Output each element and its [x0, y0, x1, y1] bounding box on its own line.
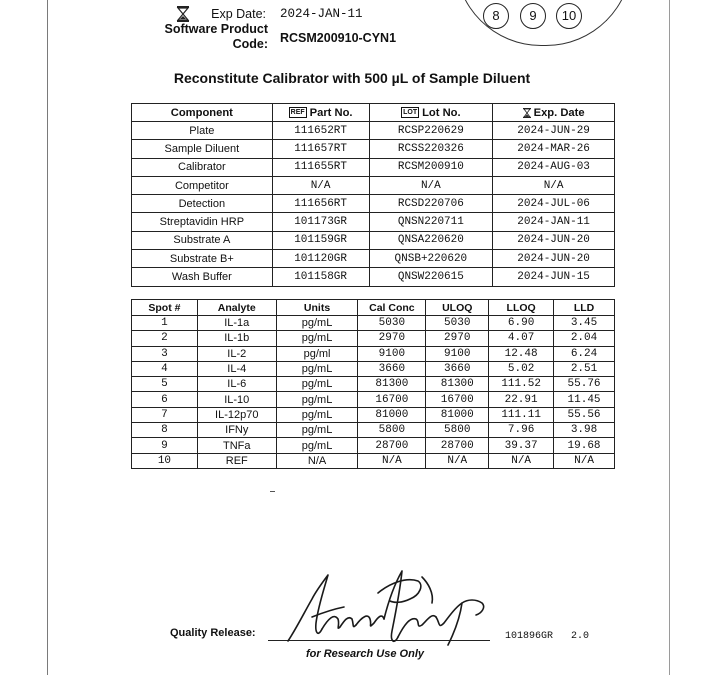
units: pg/mL [276, 377, 358, 392]
lot-number: N/A [369, 176, 493, 194]
spot-number: 6 [132, 392, 198, 407]
document-title: Reconstitute Calibrator with 500 µL of Sample Diluent [173, 70, 531, 86]
lld: 19.68 [554, 438, 615, 453]
spot-circle-8: 8 [483, 3, 509, 29]
component-name: Sample Diluent [132, 140, 273, 158]
component-row [132, 158, 615, 176]
document-code [505, 631, 589, 642]
units: pg/mL [276, 331, 358, 346]
lloq: 5.02 [489, 361, 554, 376]
uloq: 28700 [426, 438, 489, 453]
components-table-body [132, 122, 615, 287]
lld: N/A [554, 453, 615, 468]
lloq: 39.37 [489, 438, 554, 453]
cal-conc: 9100 [358, 346, 426, 361]
part-number: 101120GR [272, 250, 369, 268]
component-name: Calibrator [132, 158, 273, 176]
units: pg/mL [276, 407, 358, 422]
components-header-row [132, 104, 615, 122]
product-code-label-line1: Software Product [164, 22, 268, 36]
lloq: 7.96 [489, 423, 554, 438]
expiry-date: 2024-JUN-20 [493, 231, 615, 249]
analyte-name: IL-6 [197, 377, 276, 392]
part-number: N/A [272, 176, 369, 194]
expiry-date: 2024-MAR-26 [493, 140, 615, 158]
spot-circle-10: 10 [556, 3, 582, 29]
units: pg/mL [276, 361, 358, 376]
header-lld: LLD [554, 300, 615, 316]
lot-number: RCSM200910 [369, 158, 493, 176]
analyte-row [132, 346, 615, 361]
component-row [132, 250, 615, 268]
expiry-date: 2024-JUN-15 [493, 268, 615, 286]
exp-date-label: Exp Date: [211, 7, 266, 21]
component-name: Streptavidin HRP [132, 213, 273, 231]
quality-release-label: Quality Release: [170, 627, 256, 639]
spot-number: 5 [132, 377, 198, 392]
analyte-name: IL-12p70 [197, 407, 276, 422]
expiry-date: 2024-JUL-06 [493, 195, 615, 213]
header-part-no [272, 104, 369, 122]
spot-number: 2 [132, 331, 198, 346]
research-use-only-label: for Research Use Only [306, 648, 424, 660]
header-uloq: ULOQ [426, 300, 489, 316]
component-name: Plate [132, 122, 273, 140]
uloq: 2970 [426, 331, 489, 346]
hourglass-icon [176, 6, 190, 22]
analyte-name: IL-1a [197, 316, 276, 331]
analyte-table [131, 299, 615, 469]
header-cal-conc: Cal Conc [358, 300, 426, 316]
header-units: Units [276, 300, 358, 316]
analyte-name: IL-1b [197, 331, 276, 346]
lot-number: QNSA220620 [369, 231, 493, 249]
component-row [132, 213, 615, 231]
analyte-table-body [132, 316, 615, 469]
uloq: 81000 [426, 407, 489, 422]
units: N/A [276, 453, 358, 468]
spot-diagram [455, 0, 630, 45]
page-edge-right [669, 0, 670, 675]
component-row [132, 122, 615, 140]
expiry-date: 2024-JUN-29 [493, 122, 615, 140]
document-version: 2.0 [571, 631, 590, 642]
stray-mark [270, 491, 275, 492]
lloq: N/A [489, 453, 554, 468]
analyte-row [132, 423, 615, 438]
units: pg/mL [276, 316, 358, 331]
cal-conc: 16700 [358, 392, 426, 407]
lot-symbol: LOT [403, 109, 418, 117]
lld: 3.98 [554, 423, 615, 438]
spot-number: 3 [132, 346, 198, 361]
lld: 2.51 [554, 361, 615, 376]
spot-number: 9 [132, 438, 198, 453]
header-analyte: Analyte [197, 300, 276, 316]
spot-number: 7 [132, 407, 198, 422]
analyte-row [132, 377, 615, 392]
analyte-row [132, 331, 615, 346]
cal-conc: 3660 [358, 361, 426, 376]
lld: 55.76 [554, 377, 615, 392]
expiry-date: 2024-JAN-11 [493, 213, 615, 231]
analyte-row [132, 407, 615, 422]
ref-symbol: REF [290, 109, 305, 117]
product-code-label-line2: Code: [232, 37, 268, 51]
units: pg/mL [276, 392, 358, 407]
lot-number: RCSS220326 [369, 140, 493, 158]
lot-number: QNSW220615 [369, 268, 493, 286]
cal-conc: 81000 [358, 407, 426, 422]
component-row [132, 195, 615, 213]
part-number: 101173GR [272, 213, 369, 231]
uloq: N/A [426, 453, 489, 468]
uloq: 5800 [426, 423, 489, 438]
signature-scribble [282, 563, 494, 649]
lloq: 111.52 [489, 377, 554, 392]
header-component: Component [132, 104, 273, 122]
cal-conc: 5030 [358, 316, 426, 331]
lot-number: QNSN220711 [369, 213, 493, 231]
spot-number: 8 [132, 423, 198, 438]
component-row [132, 231, 615, 249]
component-name: Substrate A [132, 231, 273, 249]
hourglass-icon [523, 108, 531, 118]
units: pg/ml [276, 346, 358, 361]
analyte-name: IL-10 [197, 392, 276, 407]
header-lloq: LLOQ [489, 300, 554, 316]
analyte-row [132, 316, 615, 331]
analyte-name: REF [197, 453, 276, 468]
part-number: 111656RT [272, 195, 369, 213]
units: pg/mL [276, 438, 358, 453]
component-name: Wash Buffer [132, 268, 273, 286]
exp-date-value: 2024-JAN-11 [280, 7, 363, 21]
uloq: 9100 [426, 346, 489, 361]
lot-number: RCSD220706 [369, 195, 493, 213]
part-number: 101158GR [272, 268, 369, 286]
lld: 3.45 [554, 316, 615, 331]
header-part-no-label: Part No. [309, 106, 353, 119]
analyte-row [132, 438, 615, 453]
component-name: Substrate B+ [132, 250, 273, 268]
lloq: 12.48 [489, 346, 554, 361]
lloq: 22.91 [489, 392, 554, 407]
component-row [132, 140, 615, 158]
expiry-date: N/A [493, 176, 615, 194]
spot-number: 4 [132, 361, 198, 376]
cal-conc: 2970 [358, 331, 426, 346]
lloq: 4.07 [489, 331, 554, 346]
expiry-date: 2024-AUG-03 [493, 158, 615, 176]
uloq: 81300 [426, 377, 489, 392]
part-number: 111657RT [272, 140, 369, 158]
cal-conc: 81300 [358, 377, 426, 392]
lot-number: RCSP220629 [369, 122, 493, 140]
analyte-name: IFNy [197, 423, 276, 438]
lloq: 6.90 [489, 316, 554, 331]
lld: 55.56 [554, 407, 615, 422]
cal-conc: 5800 [358, 423, 426, 438]
expiry-date: 2024-JUN-20 [493, 250, 615, 268]
part-number: 101159GR [272, 231, 369, 249]
lot-number: QNSB+220620 [369, 250, 493, 268]
analyte-name: IL-2 [197, 346, 276, 361]
page-edge-left [47, 0, 48, 675]
analyte-name: IL-4 [197, 361, 276, 376]
component-row [132, 176, 615, 194]
analyte-row [132, 392, 615, 407]
spot-circle-9: 9 [520, 3, 546, 29]
product-code-value: RCSM200910-CYN1 [280, 31, 397, 45]
spot-number: 1 [132, 316, 198, 331]
spot-number: 10 [132, 453, 198, 468]
uloq: 16700 [426, 392, 489, 407]
components-table [131, 103, 615, 287]
component-row [132, 268, 615, 286]
cutoff-top-line [176, 0, 436, 4]
component-name: Competitor [132, 176, 273, 194]
header-lot-no-label: Lot No. [422, 106, 461, 119]
part-number: 111655RT [272, 158, 369, 176]
header-spot: Spot # [132, 300, 198, 316]
cal-conc: N/A [358, 453, 426, 468]
document-code-number: 101896GR [505, 631, 554, 642]
uloq: 5030 [426, 316, 489, 331]
part-number: 111652RT [272, 122, 369, 140]
header-lot-no [369, 104, 493, 122]
uloq: 3660 [426, 361, 489, 376]
analyte-header-row [132, 300, 615, 316]
units: pg/mL [276, 423, 358, 438]
header-exp-date [493, 104, 615, 122]
analyte-name: TNFa [197, 438, 276, 453]
cal-conc: 28700 [358, 438, 426, 453]
lld: 6.24 [554, 346, 615, 361]
component-name: Detection [132, 195, 273, 213]
lloq: 111.11 [489, 407, 554, 422]
lld: 11.45 [554, 392, 615, 407]
lld: 2.04 [554, 331, 615, 346]
analyte-row [132, 361, 615, 376]
analyte-row [132, 453, 615, 468]
header-exp-date-label: Exp. Date [533, 106, 585, 119]
